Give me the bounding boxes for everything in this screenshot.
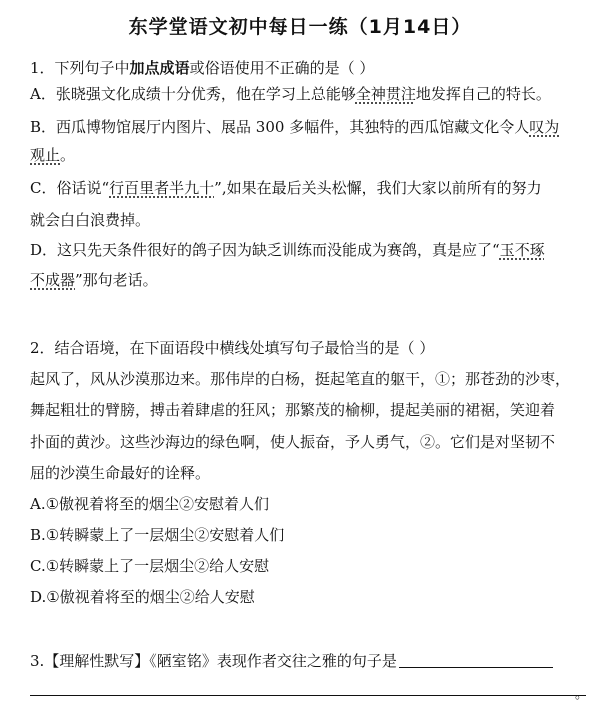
q1-stem-post: 或俗语使用不正确的是（ ） — [189, 59, 375, 77]
q1-b-dotted-2: 观止 — [30, 146, 61, 164]
q3-answer-blank[interactable] — [399, 653, 553, 668]
q2-option-b: B.①转瞬蒙上了一层烟尘②安慰着人们 — [30, 526, 285, 544]
q1-d-dotted-1: 玉不琢 — [499, 241, 545, 259]
q2-passage-line: 扑面的黄沙。这些沙海边的绿色啊，使人振奋，予人勇气，②。它们是对坚韧不 — [30, 433, 556, 451]
q1-b-tail: 。 — [60, 146, 76, 164]
q1-a-text: A．张晓强文化成绩十分优秀，他在学习上总能够 — [30, 85, 356, 103]
q1-option-a — [30, 84, 586, 104]
page-title: 东学堂语文初中每日一练（1月14日） — [128, 16, 472, 38]
q1-option-d-line2 — [30, 270, 586, 290]
q2-passage-line: 起风了，风从沙漠那边来。那伟岸的白杨，挺起笔直的躯干，①；那苍劲的沙枣， — [30, 370, 571, 388]
q2-passage-line: 屈的沙漠生命最好的诠释。 — [30, 464, 211, 482]
q1-option-b-line2 — [30, 145, 586, 165]
q2-stem: 2．结合语境，在下面语段中横线处填写句子最恰当的是（ ） — [30, 339, 435, 357]
q3-stem — [30, 651, 586, 671]
q1-c-dotted: 行百里者半九十 — [109, 179, 215, 197]
q1-c-text: C．俗话说“ — [30, 179, 110, 197]
q1-a-dotted: 全神贯注 — [355, 85, 416, 103]
q3-stem-text: 3.【理解性默写】《陋室铭》表现作者交往之雅的句子是 — [30, 652, 397, 670]
q1-b-text: B．西瓜博物馆展厅内图片、展品 300 多幅件，其独特的西瓜馆藏文化令人 — [30, 118, 530, 136]
q2-option-a: A.①傲视着将至的烟尘②安慰着人们 — [30, 495, 270, 513]
q1-d-dotted-2: 不成器 — [30, 271, 76, 289]
q2-passage-line: 舞起粗壮的臂膀，搏击着肆虐的狂风；那繁茂的榆柳，提起美丽的裙裾，笑迎着 — [30, 401, 556, 419]
q1-option-c-line1 — [30, 178, 586, 198]
q1-stem-bold: 加点成语 — [129, 59, 190, 77]
q1-option-d-line1 — [30, 240, 586, 260]
q1-c-tail: ”,如果在最后关头松懈，我们大家以前所有的努力 — [214, 179, 542, 197]
q1-d-tail: ”那句老话。 — [75, 271, 158, 289]
q1-stem — [30, 58, 586, 78]
q2-option-c: C.①转瞬蒙上了一层烟尘②给人安慰 — [30, 557, 270, 575]
q3-answer-line[interactable] — [30, 695, 586, 696]
q1-b-dotted-1: 叹为 — [529, 118, 560, 136]
q1-d-text: D．这只先天条件很好的鸽子因为缺乏训练而没能成为赛鸽，真是应了“ — [30, 241, 500, 259]
q3-end-mark: 。 — [574, 687, 588, 702]
q1-stem-pre: 1．下列句子中 — [30, 59, 130, 77]
q1-option-c-line2: 就会白白浪费掉。 — [30, 211, 151, 229]
q1-a-tail: 地发挥自己的特长。 — [415, 85, 551, 103]
q1-option-b-line1 — [30, 117, 586, 137]
q2-option-d: D.①傲视着将至的烟尘②给人安慰 — [30, 588, 255, 606]
